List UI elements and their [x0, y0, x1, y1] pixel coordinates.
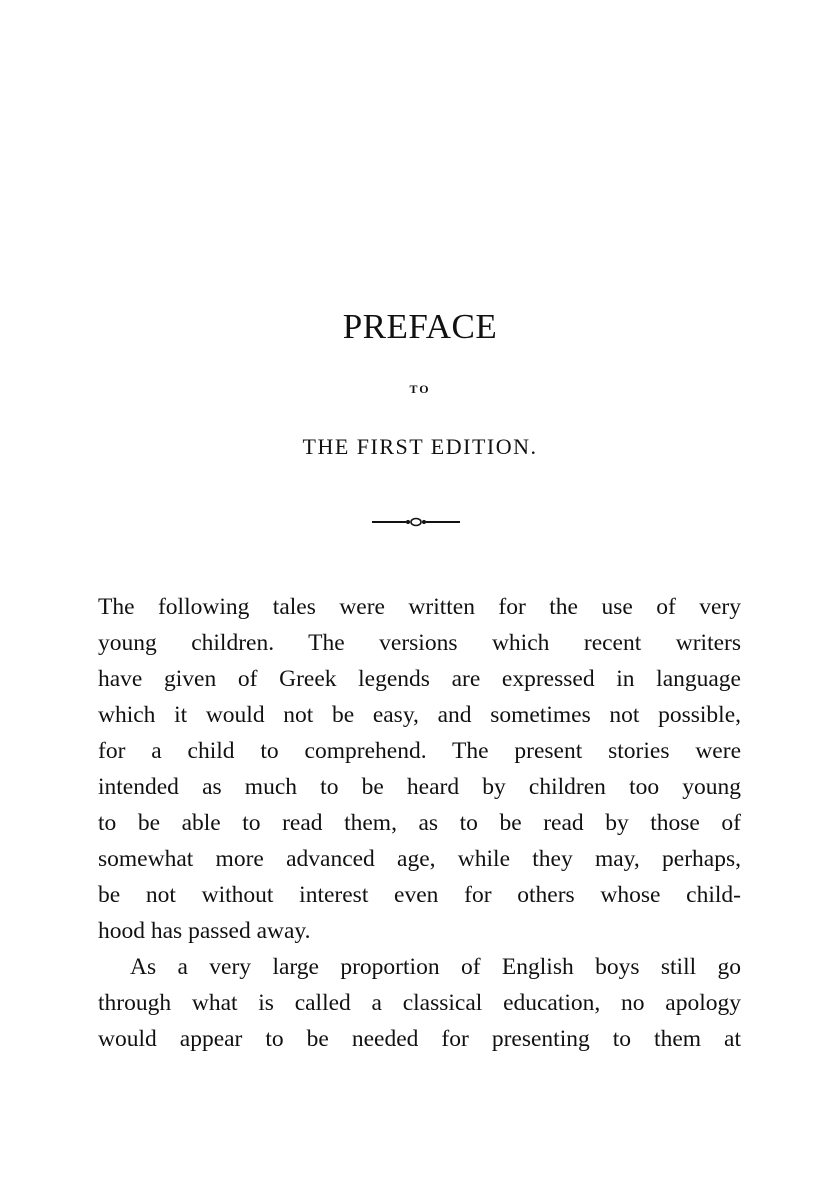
- paragraph-2: [98, 949, 741, 1057]
- text-line: young children. The versions which recent writers: [98, 630, 741, 656]
- text-line: for a child to comprehend. The present stories were: [98, 738, 741, 764]
- preface-body: [98, 589, 741, 1057]
- text-line: be not without interest even for others whose child-: [98, 882, 741, 908]
- text-line: As a very large proportion of English boys still go: [130, 954, 741, 980]
- edition-subtitle: THE FIRST EDITION.: [302, 434, 538, 459]
- text-line: which it would not be easy, and sometimes not possible,: [98, 702, 741, 728]
- title-connector: TO: [409, 382, 431, 396]
- fleuron-ornament-icon: [370, 514, 462, 530]
- text-line: hood has passed away.: [98, 918, 311, 944]
- text-line: to be able to read them, as to be read by those of: [98, 810, 741, 836]
- text-line: The following tales were written for the use of very: [98, 594, 741, 620]
- text-line: through what is called a classical education, no apology: [98, 990, 741, 1016]
- text-line: have given of Greek legends are expressed in language: [98, 666, 741, 692]
- text-line: would appear to be needed for presenting to them at: [98, 1026, 741, 1052]
- paragraph-1: [98, 589, 741, 949]
- text-line: intended as much to be heard by children too young: [98, 774, 741, 800]
- page-title: PREFACE: [342, 307, 498, 346]
- text-line: somewhat more advanced age, while they may, perhaps,: [98, 846, 741, 872]
